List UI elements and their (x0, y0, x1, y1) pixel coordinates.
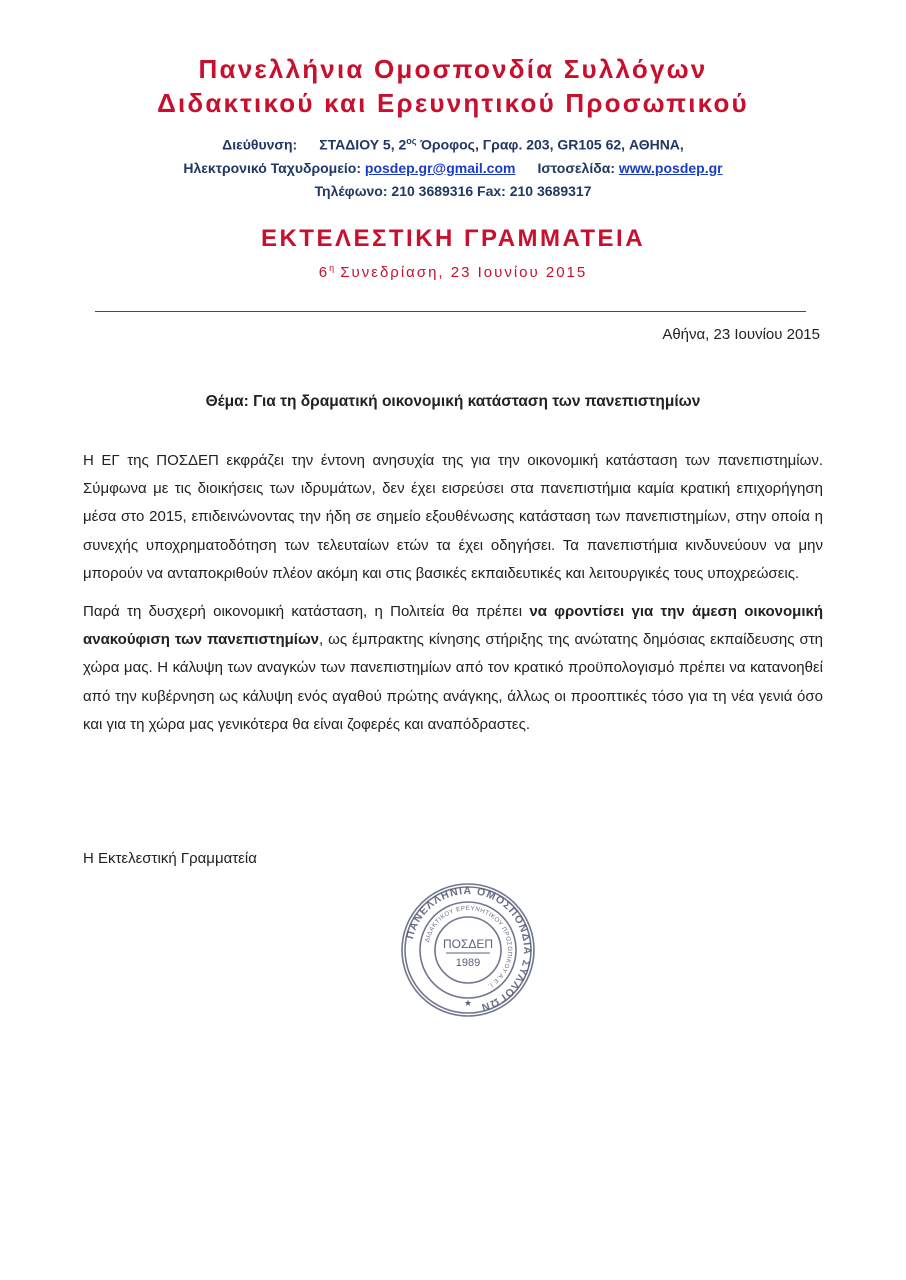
paragraph-2-after: , ως έμπρακτης κίνησης στήριξης της ανώτατης δημόσιας εκπαίδευσης στη χώρα μας. Η κάλυψη των αναγκών των πανεπιστημίων από τον κρατικό προϋπολογισμό πρέπει να κατανοηθεί από την κυβέρνηση ως κάλυψη ενός αγαθού πρώτης ανάγκης, άλλως οι προοπτικές τόσο για τη νέα γενιά όσο και για τη χώρα μας γενικότερα θα είναι ζοφερές και αναπόδραστες. (83, 631, 823, 733)
session-sup: η (329, 262, 335, 273)
address-label: Διεύθυνση: (222, 136, 298, 153)
address-line (0, 130, 906, 157)
exec-title: ΕΚΤΕΛΕΣΤΙΚΗ ΓΡΑΜΜΑΤΕΙΑ (260, 224, 646, 252)
header-divider (95, 311, 806, 312)
letter-date: Αθήνα, 23 Ιουνίου 2015 (662, 326, 820, 343)
letterhead (0, 52, 906, 281)
seal-center-text: ΠΟΣΔΕΠ (442, 937, 494, 951)
paragraph-1: Η ΕΓ της ΠΟΣΔΕΠ εκφράζει την έντονη ανησυχία της για την οικονομική κατάσταση των πανεπιστημίων. Σύμφωνα με τις διοικήσεις των ιδρυμάτων, δεν έχει εισρεύσει στα πανεπιστήμια καμία κρατική επιχορήγηση μέσα στο 2015, επιδεινώνοντας την ήδη σε σημείο εξουθένωσης κατάσταση των πανεπιστημίων, στην οποία η συνεχής υποχρηματοδότηση των τελευταίων ετών τα έχει οδηγήσει. Τα πανεπιστήμια κινδυνεύουν να μην μπορούν να ανταποκριθούν πλέον ακόμη και στις βασικές εκπαιδευτικές και λειτουργικές τους υποχρεώσεις. (83, 452, 823, 582)
letter-body (83, 447, 823, 749)
email-web-line (0, 157, 906, 180)
seal-stamp (398, 880, 538, 1020)
phone-line: Τηλέφωνο: 210 3689316 Fax: 210 3689317 (314, 182, 592, 199)
paragraph-2 (83, 598, 823, 739)
signature: Η Εκτελεστική Γραμματεία (83, 850, 257, 867)
contact-block (0, 130, 906, 203)
address-street: ΣΤΑΔΙΟΥ 5, 2 (319, 136, 407, 153)
org-name-line2: Διδακτικού και Ερευνητικού Προσωπικού (157, 88, 749, 118)
email-label: Ηλεκτρονικό Ταχυδρομείο: (183, 159, 361, 176)
seal-star-icon: ★ (463, 998, 473, 1008)
seal-inner-text: ΔΙΔΑΚΤΙΚΟΥ ΕΡΕΥΝΗΤΙΚΟΥ ΠΡΟΣΩΠΙΚΟΥ Α.Ε.Ι. (423, 904, 514, 990)
session-rest: Συνεδρίαση, 23 Ιουνίου 2015 (334, 263, 588, 281)
address-floor-sup: ος (406, 136, 417, 146)
paragraph-2-before: Παρά τη δυσχερή οικονομική κατάσταση, η Πολιτεία θα πρέπει (83, 603, 530, 621)
seal-outer-text: ΠΑΝΕΛΛΗΝΙΑ ΟΜΟΣΠΟΝΔΙΑ ΣΥΛΛΟΓΩΝ (404, 884, 534, 1014)
email-link[interactable]: posdep.gr@gmail.com (364, 159, 516, 176)
paragraph-2-bold: να φροντίσει για την άμεση οικονομική ανακούφιση των πανεπιστημίων (83, 603, 824, 649)
website-link[interactable]: www.posdep.gr (618, 159, 723, 176)
session-line (0, 263, 906, 281)
website-label: Ιστοσελίδα: (537, 159, 615, 176)
org-name-line1: Πανελλήνια Ομοσπονδία Συλλόγων (198, 54, 708, 84)
session-number: 6 (318, 263, 330, 281)
letter-subject: Θέμα: Για τη δραματική οικονομική κατάσταση των πανεπιστημίων (205, 393, 701, 410)
seal-year: 1989 (455, 957, 481, 969)
address-rest: Όροφος, Γραφ. 203, GR105 62, ΑΘΗΝΑ, (416, 136, 684, 153)
